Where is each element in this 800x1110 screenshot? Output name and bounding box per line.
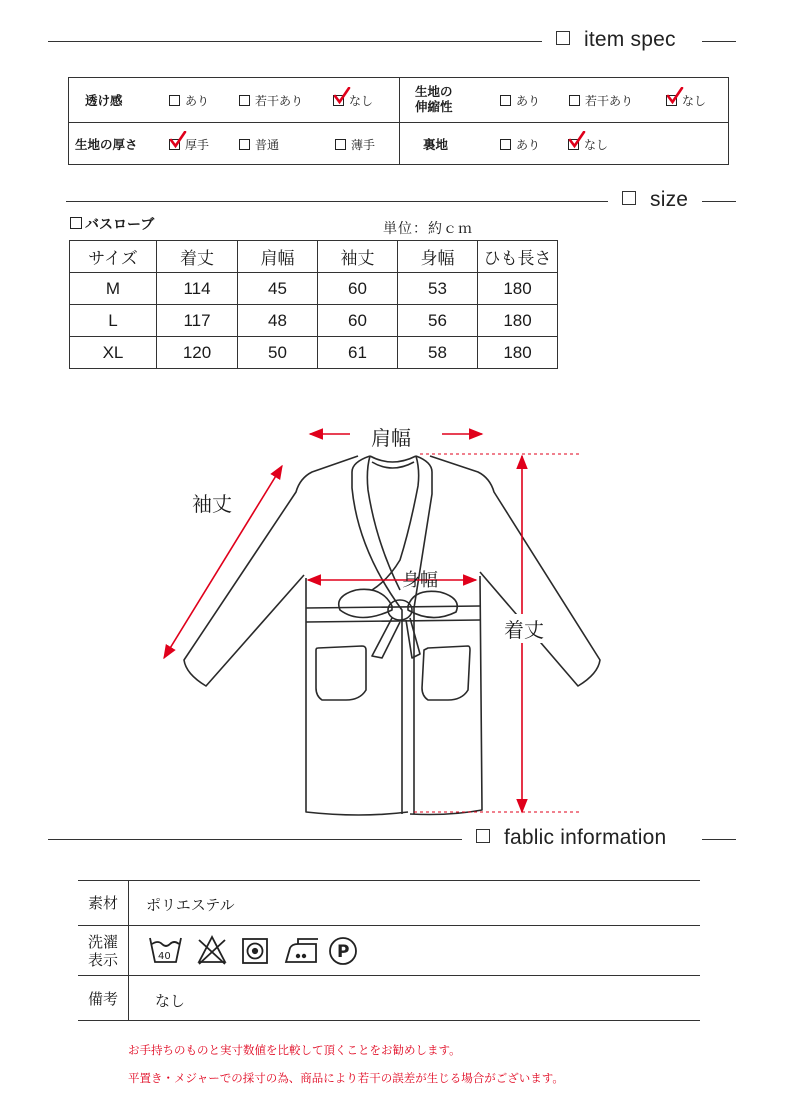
spec-option: 薄手 [335,136,375,153]
spec-option: あり [169,92,209,109]
checkbox-icon [169,95,180,106]
spec-label-transparency: 透け感 [85,93,123,108]
section-header-item-spec [0,24,800,58]
table-cell: 58 [398,337,478,369]
fabric-label-care: 洗濯 表示 [87,933,118,969]
spec-option: 普通 [239,136,279,153]
spec-option: あり [500,136,540,153]
label-sleeve: 袖丈 [192,492,232,516]
section-title: size [622,188,688,212]
checkbox-checked-icon [333,95,344,106]
spec-option: 若干あり [569,92,633,109]
table-cell: 180 [478,337,558,369]
iron-low-icon [286,939,318,962]
section-title: fablic information [476,826,666,850]
square-icon [556,31,570,45]
checkbox-icon [500,95,511,106]
table-header: 着丈 [157,241,238,273]
spec-option: あり [500,92,540,109]
label-shoulder: 肩幅 [371,426,411,450]
table-cell: 114 [157,273,238,305]
wash-40-icon [150,938,181,962]
table-cell: 45 [238,273,318,305]
table-row [70,305,558,337]
table-cell: 53 [398,273,478,305]
item-spec-table [68,77,729,165]
table-cell: 60 [318,273,398,305]
fabric-label-remarks: 備考 [87,990,118,1008]
table-cell: 56 [398,305,478,337]
care-icons [148,934,368,970]
spec-label-stretch: 生地の 伸縮性 [415,84,453,114]
table-cell: M [70,273,157,305]
checkbox-icon [500,139,511,150]
dryclean-p-icon [330,938,356,964]
table-cell: XL [70,337,157,369]
label-length: 着丈 [502,614,546,643]
fabric-remarks-value: なし [155,992,186,1010]
spec-option: 若干あり [239,92,303,109]
fabric-material-value: ポリエステル [146,896,235,914]
table-header-row [70,241,558,273]
fabric-label-material: 素材 [87,894,118,912]
spec-label-thickness: 生地の厚さ [75,137,138,152]
table-cell: 60 [318,305,398,337]
table-cell: 117 [157,305,238,337]
checkbox-icon [569,95,580,106]
table-header: 身幅 [398,241,478,273]
table-cell: 120 [157,337,238,369]
table-cell: 180 [478,273,558,305]
spec-label-lining: 裏地 [423,137,449,152]
spec-option: なし [666,92,706,109]
table-cell: 180 [478,305,558,337]
table-header: サイズ [70,241,157,273]
section-header-fabric [0,822,800,856]
table-cell: 61 [318,337,398,369]
table-cell: 50 [238,337,318,369]
checkbox-icon [239,139,250,150]
checkbox-icon [335,139,346,150]
checkbox-icon [239,95,250,106]
spec-option: 厚手 [169,136,209,153]
table-row [70,273,558,305]
square-icon [70,217,82,229]
section-header-size [0,184,800,218]
spec-option: なし [333,92,373,109]
square-icon [476,829,490,843]
size-unit: 単位：約ｃｍ [383,221,473,237]
note-compare: お手持ちのものと実寸数値を比較して頂くことをお勧めします。 [128,1043,461,1057]
checkbox-checked-icon [666,95,677,106]
table-cell: L [70,305,157,337]
table-header: 袖丈 [318,241,398,273]
checkbox-checked-icon [568,139,579,150]
svg-text:40: 40 [158,951,171,962]
tumble-dry-icon [243,939,267,963]
no-bleach-icon [199,937,225,964]
table-row [70,337,558,369]
measurement-diagram [0,410,800,830]
label-body-width: 身幅 [402,570,438,591]
bathrobe-illustration [0,410,800,830]
table-cell: 48 [238,305,318,337]
size-table-title: バスローブ [70,214,154,234]
size-table [69,240,558,369]
square-icon [622,191,636,205]
table-header: 肩幅 [238,241,318,273]
table-header: ひも長さ [478,241,558,273]
checkbox-checked-icon [169,139,180,150]
section-title: item spec [556,28,676,52]
spec-option: なし [568,136,608,153]
svg-text:P: P [337,942,350,962]
note-measurement: 平置き・メジャーでの採寸の為、商品により若干の誤差が生じる場合がございます。 [128,1071,564,1085]
